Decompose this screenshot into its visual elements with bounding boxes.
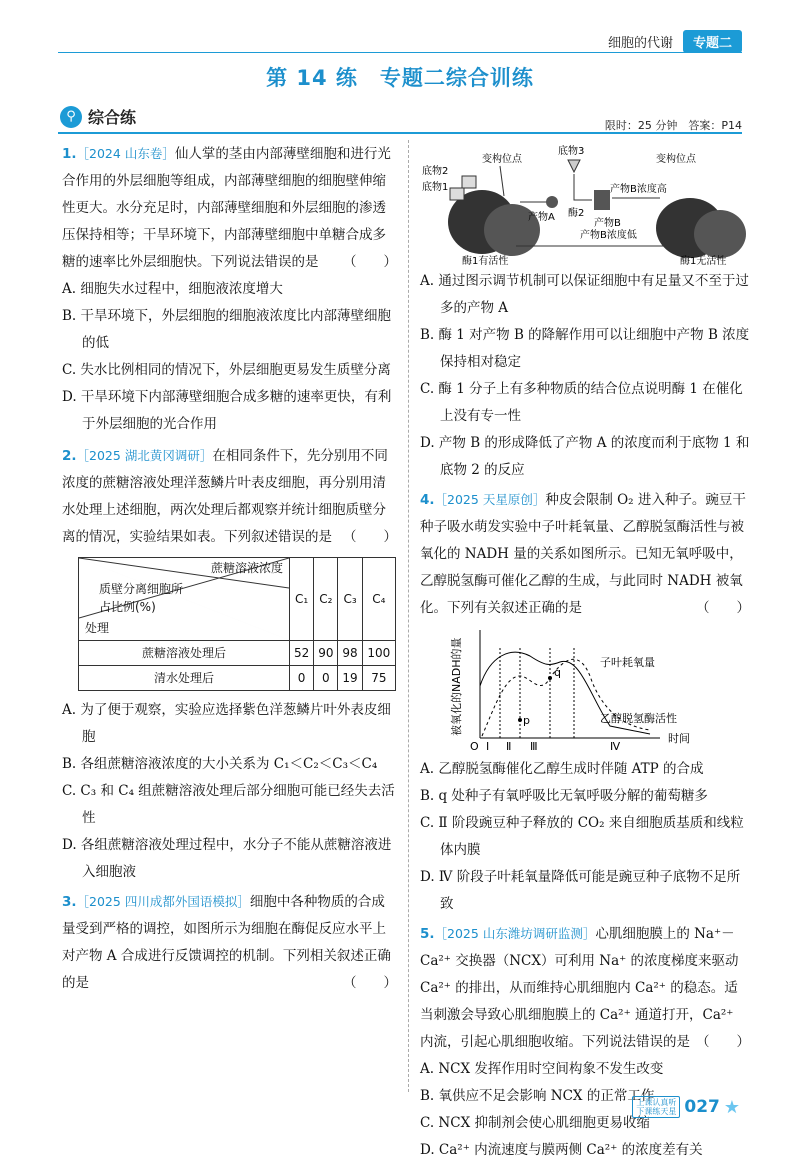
header-concentration: 蔗糖溶液浓度 xyxy=(210,561,283,575)
label-b-low: 产物B浓度低 xyxy=(580,230,637,241)
legend-oxygen: 子叶耗氧量 xyxy=(600,656,655,669)
q1-stem: 仙人掌的茎由内部薄壁细胞和进行光合作用的外层细胞等组成，内部薄壁细胞的细胞壁伸缩性更大。水分充足时，内部薄壁细胞和外层细胞的渗透压保持相等；干旱环境下，内部薄壁细胞中单糖合成多糖的速率比外层细胞快。下列说法错误的是 xyxy=(62,146,391,270)
q5-option-c: C. NCX 抑制剂会使心肌细胞更易收缩 xyxy=(420,1115,650,1131)
col-c1: C₁ xyxy=(290,558,314,641)
stage-2: Ⅱ xyxy=(506,740,512,753)
star-icon: ★ xyxy=(723,1096,740,1118)
label-b-high: 产物B浓度高 xyxy=(610,184,667,195)
q3-number: 3. xyxy=(62,894,77,910)
label-product-b: 产物B xyxy=(594,218,621,229)
row-water-label: 清水处理后 xyxy=(79,666,290,691)
question-3 xyxy=(62,888,397,997)
q4-stem: 种皮会限制 O₂ 进入种子。豌豆干种子吸水萌发实验中子叶耗氧量、乙醇脱氢酶活性与被氧化的 NADH 量的关系如图所示。已知无氧呼吸中，乙醇脱氢酶可催化乙醇的生成，与此同时 NADH 被氧化。下列有关叙述正确的是 xyxy=(420,492,746,616)
q5-number: 5. xyxy=(420,926,435,942)
q2-stem: 在相同条件下，先分别用不同浓度的蔗糖溶液处理洋葱鳞片叶表皮细胞，再分别用清水处理上述细胞，两次处理后都观察并统计细胞质壁分离的情况，实验结果如表。下列叙述错误的是 xyxy=(62,448,388,545)
q1-source: ［2024 山东卷］ xyxy=(76,146,175,161)
q5-answer-blank: （ ） xyxy=(696,1034,750,1050)
label-q: q xyxy=(554,666,561,679)
chapter-label: 细胞的代谢 xyxy=(607,36,673,51)
q1-answer-blank: （ ） xyxy=(343,254,397,270)
question-2 xyxy=(62,442,397,886)
q3-source: ［2025 四川成都外国语模拟］ xyxy=(76,894,250,909)
q1-number: 1. xyxy=(62,146,77,162)
point-p-marker xyxy=(518,718,522,722)
page-number: 027 xyxy=(684,1097,720,1117)
product-a-shape xyxy=(546,196,558,208)
answer-ref: 答案：P14 xyxy=(688,119,742,132)
q2-option-a: A. 为了便于观察，实验应选择紫色洋葱鳞片叶外表皮细胞 xyxy=(62,702,391,745)
q4-option-c: C. Ⅱ 阶段豌豆种子释放的 CO₂ 来自细胞质基质和线粒体内膜 xyxy=(420,815,744,858)
label-product-a: 产物A xyxy=(528,212,555,223)
stage-1: Ⅰ xyxy=(486,740,490,753)
q3-option-c: C. 酶 1 分子上有多种物质的结合位点说明酶 1 在催化上没有专一性 xyxy=(420,381,743,424)
table-cell: 75 xyxy=(362,666,395,691)
label-origin: O xyxy=(470,740,479,753)
legend-enzyme: 乙醇脱氢酶活性 xyxy=(600,712,677,725)
q2-answer-blank: （ ） xyxy=(343,529,397,545)
graph-ylabel: 被氧化的NADH的量 xyxy=(450,637,463,736)
q2-option-d: D. 各组蔗糖溶液处理过程中，水分子不能从蔗糖溶液进入细胞液 xyxy=(62,837,392,880)
q3-option-a: A. 通过图示调节机制可以保证细胞中有足量又不至于过多的产物 A xyxy=(420,273,749,316)
label-site1: 变构位点 xyxy=(482,154,522,165)
section-rule xyxy=(58,132,742,134)
label-enzyme2: 酶2 xyxy=(568,208,585,219)
header-treatment: 处理 xyxy=(85,621,110,635)
table-cell: 0 xyxy=(314,666,338,691)
q4-option-d: D. Ⅳ 阶段子叶耗氧量降低可能是豌豆种子底物不足所致 xyxy=(420,869,741,912)
stage-3: Ⅲ xyxy=(530,740,538,753)
q1-option-a: A. 细胞失水过程中，细胞液浓度增大 xyxy=(62,281,283,297)
table-cell: 19 xyxy=(338,666,362,691)
label-substrate2: 底物2 xyxy=(422,166,449,177)
arrow-path xyxy=(574,174,592,200)
q2-source: ［2025 湖北黄冈调研］ xyxy=(76,448,213,463)
enzyme-regulation-figure xyxy=(420,140,750,268)
results-table xyxy=(78,557,396,691)
header-divider xyxy=(58,52,742,53)
table-diagonal-header xyxy=(79,558,290,641)
q2-number: 2. xyxy=(62,448,77,464)
q5-option-b: B. 氧供应不足会影响 NCX 的正常工作 xyxy=(420,1088,655,1104)
substrate-block xyxy=(450,188,464,200)
q5-stem: 心肌细胞膜上的 Na⁺－Ca²⁺ 交换器（NCX）可利用 Na⁺ 的浓度梯度来驱动 Ca²⁺ 的排出，从而维持心肌细胞内 Ca²⁺ 的稳态。适当刺激会导致心肌细胞膜上的 Ca²⁺ 通道打开，Ca²⁺ 内流，引起心肌细胞收缩。下列说法错误的是 xyxy=(420,926,739,1050)
col-c4: C₄ xyxy=(362,558,395,641)
section-label: 综合练 xyxy=(88,108,137,127)
table-cell: 52 xyxy=(290,641,314,666)
substrate3-shape xyxy=(568,160,580,172)
q5-option-a: A. NCX 发挥作用时空间构象不发生改变 xyxy=(420,1061,664,1077)
section-heading xyxy=(60,105,136,128)
time-text: 限时：25 分钟 xyxy=(604,119,678,132)
table-cell: 90 xyxy=(314,641,338,666)
footer-slogan xyxy=(632,1096,680,1118)
q5-option-d: D. Ca²⁺ 内流速度与膜两侧 Ca²⁺ 的浓度差有关 xyxy=(420,1142,703,1158)
q4-answer-blank: （ ） xyxy=(696,600,750,616)
page-title: 第 14 练 专题二综合训练 xyxy=(266,66,534,90)
col-c2: C₂ xyxy=(314,558,338,641)
magnifier-icon: ⚲ xyxy=(60,106,82,128)
label-p: p xyxy=(523,714,530,727)
product-b-shape xyxy=(594,190,610,210)
point-q-marker xyxy=(548,676,552,680)
row-sucrose-label: 蔗糖溶液处理后 xyxy=(79,641,290,666)
q1-option-d: D. 干旱环境下内部薄壁细胞合成多糖的速率更快，有利于外层细胞的光合作用 xyxy=(62,389,392,432)
q3-option-d: D. 产物 B 的形成降低了产物 A 的浓度而利于底物 1 和底物 2 的反应 xyxy=(420,435,750,478)
header-ratio: 质壁分离细胞所占比例(%) xyxy=(99,582,184,614)
label-site2: 变构位点 xyxy=(656,154,696,165)
time-limit xyxy=(605,117,742,133)
label-enzyme1-active: 酶1有活性 xyxy=(462,256,509,267)
question-4 xyxy=(420,486,750,622)
q4-option-b: B. q 处种子有氧呼吸比无氧呼吸分解的葡萄糖多 xyxy=(420,788,708,804)
q2-option-c: C. C₃ 和 C₄ 组蔗糖溶液处理后部分细胞可能已经失去活性 xyxy=(62,783,395,826)
table-cell: 100 xyxy=(362,641,395,666)
table-cell: 0 xyxy=(290,666,314,691)
question-1 xyxy=(62,140,397,438)
q4-number: 4. xyxy=(420,492,435,508)
question-5 xyxy=(420,920,750,1164)
left-column xyxy=(62,140,397,997)
column-divider xyxy=(408,140,409,1092)
q3-option-b: B. 酶 1 对产物 B 的降解作用可以让细胞中产物 B 浓度保持相对稳定 xyxy=(420,327,750,370)
label-substrate1: 底物1 xyxy=(422,182,449,193)
label-substrate3: 底物3 xyxy=(558,146,585,157)
page-header xyxy=(608,30,742,53)
q4-source: ［2025 天星原创］ xyxy=(434,492,546,507)
stage-4: Ⅳ xyxy=(610,740,621,753)
q3-stem: 细胞中各种物质的合成量受到严格的调控，如图所示为细胞在酶促反应水平上对产物 A 合成进行反馈调控的机制。下列相关叙述正确的是 xyxy=(62,894,391,991)
q1-option-b: B. 干旱环境下，外层细胞的细胞液浓度比内部薄壁细胞的低 xyxy=(62,308,392,351)
nadh-graph xyxy=(450,626,750,756)
q4-option-a: A. 乙醇脱氢酶催化乙醇生成时伴随 ATP 的合成 xyxy=(420,761,704,777)
col-c3: C₃ xyxy=(338,558,362,641)
q2-option-b: B. 各组蔗糖溶液浓度的大小关系为 C₁＜C₂＜C₃＜C₄ xyxy=(62,756,378,772)
pointer-line xyxy=(500,166,504,196)
slogan-line1: 上课认真听 xyxy=(636,1098,677,1107)
slogan-line2: 下课练天星 xyxy=(636,1107,677,1116)
substrate-block xyxy=(462,176,476,188)
page-footer xyxy=(632,1096,740,1118)
label-enzyme1-inactive: 酶1无活性 xyxy=(680,256,727,267)
enzyme1-inactive-lobe xyxy=(694,210,746,258)
right-column xyxy=(420,140,750,1164)
topic-tag: 专题二 xyxy=(683,30,742,53)
q5-source: ［2025 山东潍坊调研监测］ xyxy=(434,926,596,941)
table-cell: 98 xyxy=(338,641,362,666)
graph-xlabel: 时间 xyxy=(668,732,690,745)
q1-option-c: C. 失水比例相同的情况下，外层细胞更易发生质壁分离 xyxy=(62,362,391,378)
q3-answer-blank: （ ） xyxy=(343,975,397,991)
